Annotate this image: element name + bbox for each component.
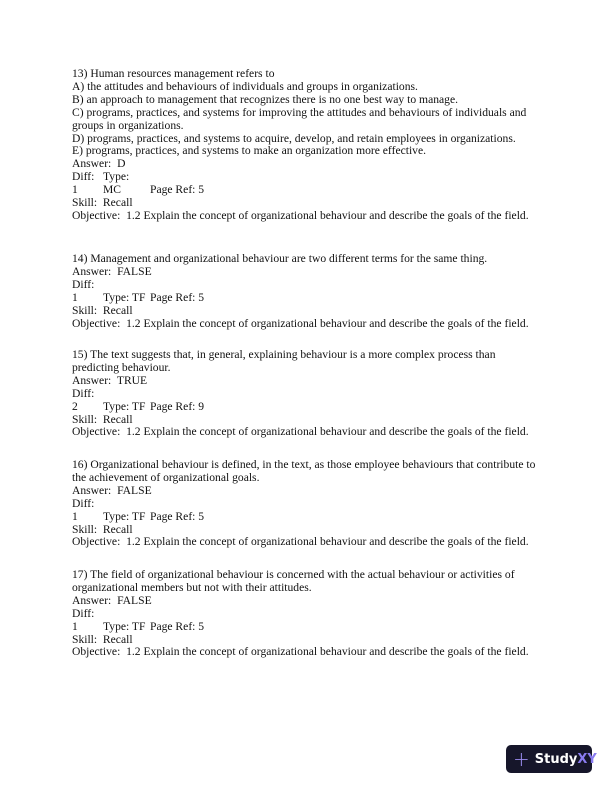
- objective: Objective: 1.2 Explain the concept of organizational behaviour and describe the goals of the field.: [72, 645, 529, 659]
- answer-option: A) the attitudes and behaviours of individuals and groups in organizations.: [72, 79, 418, 93]
- question-block: [72, 253, 542, 330]
- answer-option: B) an approach to management that recognizes there is no one best way to manage.: [72, 92, 458, 106]
- skill: Skill: Recall: [72, 196, 133, 210]
- difficulty: Diff: 1: [72, 277, 98, 304]
- answer-option: D) programs, practices, and systems to acquire, develop, and retain employees in organizations.: [72, 131, 516, 145]
- question-stem: 15) The text suggests that, in general, explaining behaviour is a more complex process than predicting behaviour.: [72, 348, 499, 374]
- skill: Skill: Recall: [72, 522, 133, 536]
- page-ref: Page Ref: 5: [150, 290, 205, 304]
- difficulty: Diff: 1: [72, 496, 98, 523]
- objective: Objective: 1.2 Explain the concept of organizational behaviour and describe the goals of the field.: [72, 208, 529, 222]
- answer: Answer: D: [72, 157, 126, 171]
- logo-text-accent: XY: [577, 751, 597, 767]
- page-ref: Page Ref: 5: [150, 509, 205, 523]
- skill: Skill: Recall: [72, 632, 133, 646]
- logo-text-main: Study: [534, 751, 578, 767]
- question-block: [72, 349, 542, 439]
- question-type: Type: TF: [103, 290, 146, 304]
- question-stem: 13) Human resources management refers to: [72, 67, 275, 80]
- question-stem: 14) Management and organizational behaviour are two different terms for the same thing.: [72, 252, 488, 265]
- studyxy-logo: [506, 745, 597, 773]
- question-meta: [72, 171, 542, 197]
- question-block: [72, 569, 542, 659]
- difficulty: Diff: 1: [72, 606, 98, 633]
- logo-text: [535, 752, 597, 767]
- answer-option: C) programs, practices, and systems for improving the attitudes and behaviours of individuals and groups in organizations.: [72, 105, 530, 132]
- question-stem: 16) Organizational behaviour is defined, in the text, as those employee behaviours that contribute to the achievement of organizational goals.: [72, 458, 539, 484]
- question-stem: 17) The field of organizational behaviour is concerned with the actual behaviour or activities of organizational members but not with their attitudes.: [72, 568, 518, 594]
- question-meta: [72, 279, 542, 305]
- objective: Objective: 1.2 Explain the concept of organizational behaviour and describe the goals of the field.: [72, 535, 529, 549]
- answer: Answer: TRUE: [72, 373, 148, 387]
- question-type: Type: TF: [103, 399, 146, 413]
- question-meta: [72, 608, 542, 634]
- page-ref: Page Ref: 9: [150, 399, 205, 413]
- question-meta: [72, 388, 542, 414]
- objective: Objective: 1.2 Explain the concept of organizational behaviour and describe the goals of the field.: [72, 425, 529, 439]
- question-type: Type: TF: [103, 619, 146, 633]
- skill: Skill: Recall: [72, 303, 133, 317]
- skill: Skill: Recall: [72, 412, 133, 426]
- question-block: [72, 459, 542, 549]
- difficulty: Diff: 1: [72, 170, 98, 197]
- question-block: [72, 68, 542, 223]
- page-ref: Page Ref: 5: [150, 619, 205, 633]
- answer: Answer: FALSE: [72, 483, 152, 497]
- answer-option: E) programs, practices, and systems to make an organization more effective.: [72, 144, 427, 158]
- plus-icon: +: [513, 747, 530, 771]
- objective: Objective: 1.2 Explain the concept of organizational behaviour and describe the goals of the field.: [72, 316, 529, 330]
- difficulty: Diff: 2: [72, 386, 98, 413]
- answer: Answer: FALSE: [72, 264, 152, 278]
- question-meta: [72, 498, 542, 524]
- answer: Answer: FALSE: [72, 593, 152, 607]
- question-type: Type: TF: [103, 509, 146, 523]
- page-ref: Page Ref: 5: [150, 183, 205, 197]
- question-type: Type: MC: [103, 170, 133, 197]
